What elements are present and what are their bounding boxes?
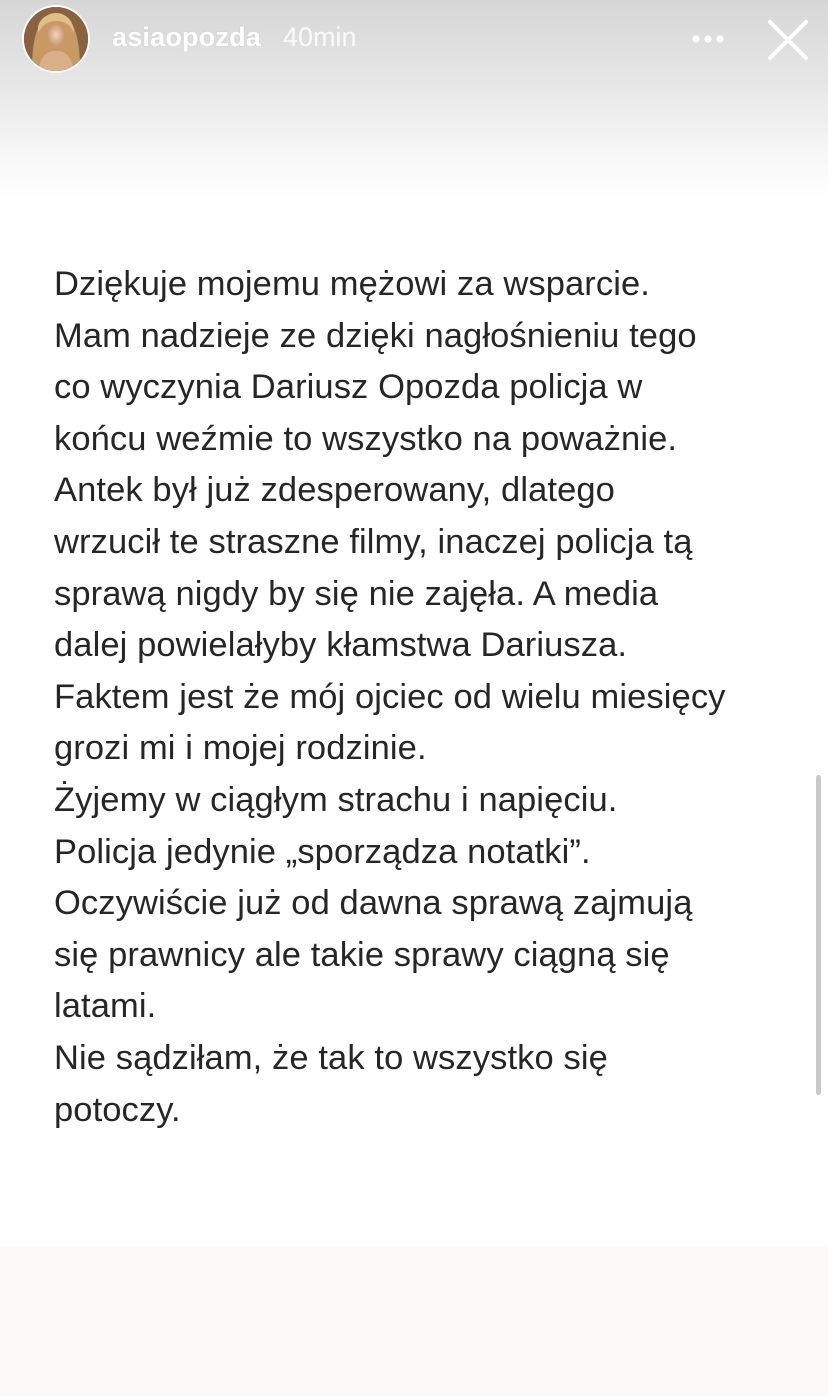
story-line: wrzucił te straszne filmy, inaczej policja tą <box>54 522 693 561</box>
story-header <box>0 0 828 80</box>
story-line: Faktem jest że mój ojciec od wielu miesięcy <box>54 677 726 716</box>
story-line: Mam nadzieje ze dzięki nagłośnieniu tego <box>54 316 697 355</box>
close-button[interactable] <box>762 14 814 66</box>
story-line: potoczy. <box>54 1090 181 1129</box>
story-line: dalej powielałyby kłamstwa Dariusza. <box>54 626 628 665</box>
story-line: końcu weźmie to wszystko na poważnie. <box>54 419 678 458</box>
avatar[interactable] <box>24 7 88 71</box>
more-options-icon <box>691 34 725 44</box>
post-time: 40min <box>283 22 357 52</box>
close-icon <box>762 14 814 66</box>
story-line: Antek był już zdesperowany, dlatego <box>54 471 615 510</box>
scrollbar[interactable] <box>816 775 821 1095</box>
story-text <box>54 259 794 1136</box>
story-line: sprawą nigdy by się nie zajęła. A media <box>54 574 659 613</box>
story-line: Żyjemy w ciągłym strachu i napięciu. <box>54 780 618 819</box>
bottom-band <box>0 1246 828 1396</box>
story-line: latami. <box>54 987 157 1026</box>
story-line: co wyczynia Dariusz Opozda policja w <box>54 368 643 407</box>
story-line: Dziękuje mojemu mężowi za wsparcie. <box>54 265 650 303</box>
more-options-button[interactable] <box>684 18 732 60</box>
username[interactable]: asiaopozda <box>112 22 262 52</box>
story-line: Policja jedynie „sporządza notatki”. <box>54 832 591 871</box>
story-line: się prawnicy ale takie sprawy ciągną się <box>54 935 670 974</box>
story-line: Oczywiście już od dawna sprawą zajmują <box>54 884 693 923</box>
story-line: Nie sądziłam, że tak to wszystko się <box>54 1038 608 1077</box>
story-line: grozi mi i mojej rodzinie. <box>54 729 427 768</box>
